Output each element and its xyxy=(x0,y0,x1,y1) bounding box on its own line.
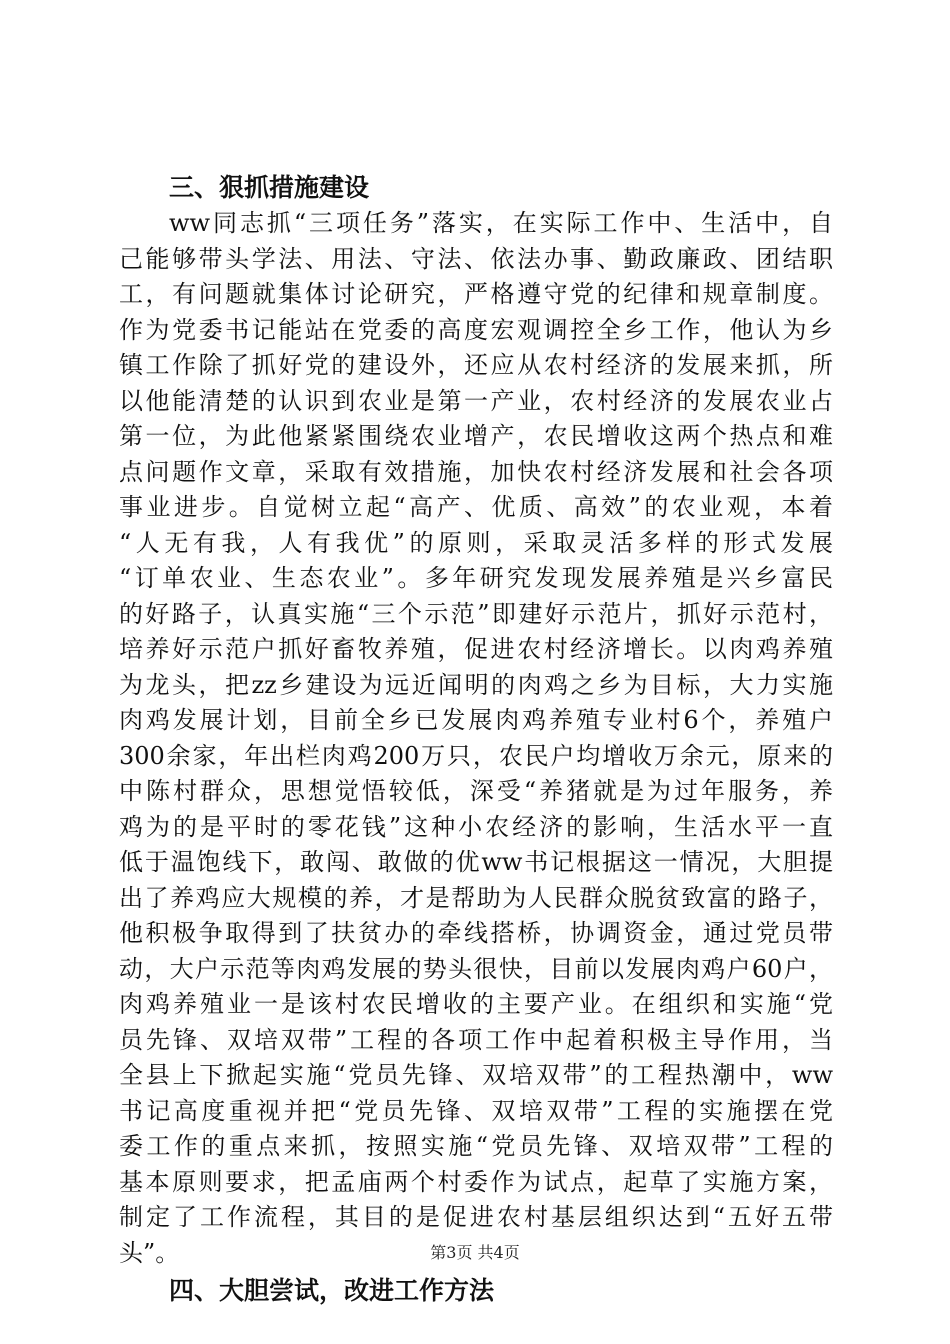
paragraph-line: 全县上下掀起实施“党员先锋、双培双带”的工程热潮中，ww xyxy=(119,1061,833,1089)
paragraph-line: 委工作的重点来抓，按照实施“党员先锋、双培双带”工程的 xyxy=(119,1132,833,1160)
paragraph-line: 事业进步。自觉树立起“高产、优质、高效”的农业观，本着 xyxy=(119,493,833,521)
paragraph-line: 肉鸡养殖业一是该村农民增收的主要产业。在组织和实施“党 xyxy=(119,990,833,1018)
paragraph-line: 头”。 xyxy=(119,1238,180,1267)
paragraph-line: 培养好示范户抓好畜牧养殖，促进农村经济增长。以肉鸡养殖 xyxy=(119,635,833,663)
paragraph-line: 己能够带头学法、用法、守法、依法办事、勤政廉政、团结职 xyxy=(119,244,833,273)
paragraph-line: 工，有问题就集体讨论研究，严格遵守党的纪律和规章制度。 xyxy=(119,280,833,308)
paragraph-line: 点问题作文章，采取有效措施，加快农村经济发展和社会各项 xyxy=(119,457,833,486)
paragraph-line: 制定了工作流程，其目的是促进农村基层组织达到“五好五带 xyxy=(119,1203,833,1231)
paragraph-line: 作为党委书记能站在党委的高度宏观调控全乡工作，他认为乡 xyxy=(119,315,833,344)
paragraph-line: 300余家，年出栏肉鸡200万只，农民户均增收万余元，原来的 xyxy=(119,741,833,770)
page-footer: 第3页 共4页 xyxy=(430,1243,520,1262)
paragraph-line: 的好路子，认真实施“三个示范”即建好示范片，抓好示范村， xyxy=(119,599,833,628)
section-heading-4: 四、大胆尝试，改进工作方法 xyxy=(169,1276,495,1305)
paragraph-line: 肉鸡发展计划，目前全乡已发展肉鸡养殖专业村6个，养殖户 xyxy=(119,706,833,734)
paragraph-line: 第一位，为此他紧紧围绕农业增产，农民增收这两个热点和难 xyxy=(119,422,833,450)
section-heading-3: 三、狠抓措施建设 xyxy=(169,173,370,202)
paragraph-line: “订单农业、生态农业”。多年研究发现发展养殖是兴乡富民 xyxy=(119,564,833,592)
paragraph-line: 镇工作除了抓好党的建设外，还应从农村经济的发展来抓，所 xyxy=(119,351,833,379)
paragraph-line: 出了养鸡应大规模的养，才是帮助为人民群众脱贫致富的路子， xyxy=(119,883,833,912)
paragraph-line: ww同志抓“三项任务”落实，在实际工作中、生活中，自 xyxy=(169,209,833,237)
paragraph-line: 他积极争取得到了扶贫办的牵线搭桥，协调资金，通过党员带 xyxy=(119,919,833,947)
paragraph-line: 动，大户示范等肉鸡发展的势头很快，目前以发展肉鸡户60户， xyxy=(119,954,833,983)
paragraph-line: 以他能清楚的认识到农业是第一产业，农村经济的发展农业占 xyxy=(119,386,833,415)
paragraph-line: 中陈村群众，思想觉悟较低，深受“养猪就是为过年服务，养 xyxy=(119,777,833,805)
paragraph-line: 员先锋、双培双带”工程的各项工作中起着积极主导作用，当 xyxy=(119,1025,833,1054)
section-3-paragraph xyxy=(119,206,833,1271)
paragraph-line: 低于温饱线下，敢闯、敢做的优ww书记根据这一情况，大胆提 xyxy=(119,848,833,876)
paragraph-line: 书记高度重视并把“党员先锋、双培双带”工程的实施摆在党 xyxy=(119,1096,833,1125)
paragraph-line: 鸡为的是平时的零花钱”这种小农经济的影响，生活水平一直 xyxy=(119,812,833,841)
paragraph-line: “人无有我，人有我优”的原则，采取灵活多样的形式发展 xyxy=(119,528,833,557)
document-body xyxy=(119,170,833,1309)
paragraph-line: 基本原则要求，把孟庙两个村委作为试点，起草了实施方案， xyxy=(119,1167,833,1196)
paragraph-line: 为龙头，把zz乡建设为远近闻明的肉鸡之乡为目标，大力实施 xyxy=(119,670,833,699)
